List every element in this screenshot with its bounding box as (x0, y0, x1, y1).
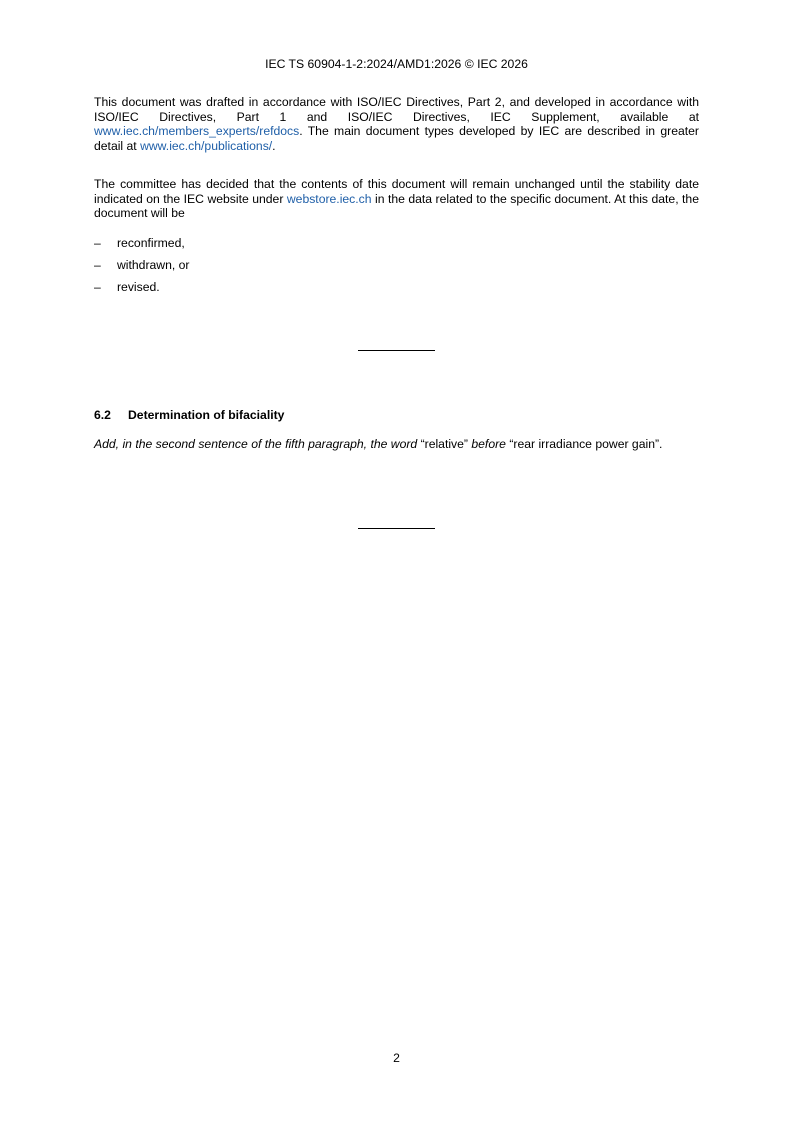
amendment-inserted-word: “relative” (420, 437, 468, 451)
drafting-text-1: This document was drafted in accordance with ISO/IEC Directives, Part 2, and developed in accordance with ISO/IEC Directives, Part 1 and ISO/IEC Directives, IEC Supplement, available at (94, 95, 699, 124)
refdocs-link[interactable]: www.iec.ch/members_experts/refdocs (94, 124, 300, 139)
section-heading (94, 408, 284, 423)
amendment-position-word: before (471, 437, 506, 451)
list-dash: – (94, 258, 101, 272)
stability-paragraph (94, 177, 699, 221)
page-header: IEC TS 60904-1-2:2024/AMD1:2026 © IEC 2026 (265, 57, 528, 71)
list-dash: – (94, 280, 101, 294)
drafting-text-3: . (272, 138, 276, 153)
section-separator (358, 528, 435, 529)
section-separator (358, 350, 435, 351)
webstore-link[interactable]: webstore.iec.ch (286, 191, 372, 206)
section-number: 6.2 (94, 408, 111, 422)
drafting-text-2: . The main document types developed by IEC are described in greater detail at (94, 124, 699, 153)
publications-link[interactable]: www.iec.ch/publications/ (140, 138, 273, 153)
section-title: Determination of bifaciality (128, 408, 285, 422)
amendment-instruction-text: Add, in the second sentence of the fifth paragraph, the word (94, 437, 418, 451)
list-item-text: revised. (117, 280, 160, 294)
stability-text-1: The committee has decided that the contents of this document will remain unchanged until the stability date indicated on the IEC website under (94, 177, 699, 206)
list-dash: – (94, 236, 101, 250)
page-number: 2 (393, 1051, 400, 1065)
drafting-paragraph (94, 95, 699, 153)
stability-text-2: in the data related to the specific document. At this date, the document will be (94, 191, 699, 221)
list-item-text: reconfirmed, (117, 236, 185, 250)
amendment-instruction (94, 437, 674, 452)
amendment-reference-text: “rear irradiance power gain”. (509, 437, 663, 451)
list-item-text: withdrawn, or (117, 258, 190, 272)
